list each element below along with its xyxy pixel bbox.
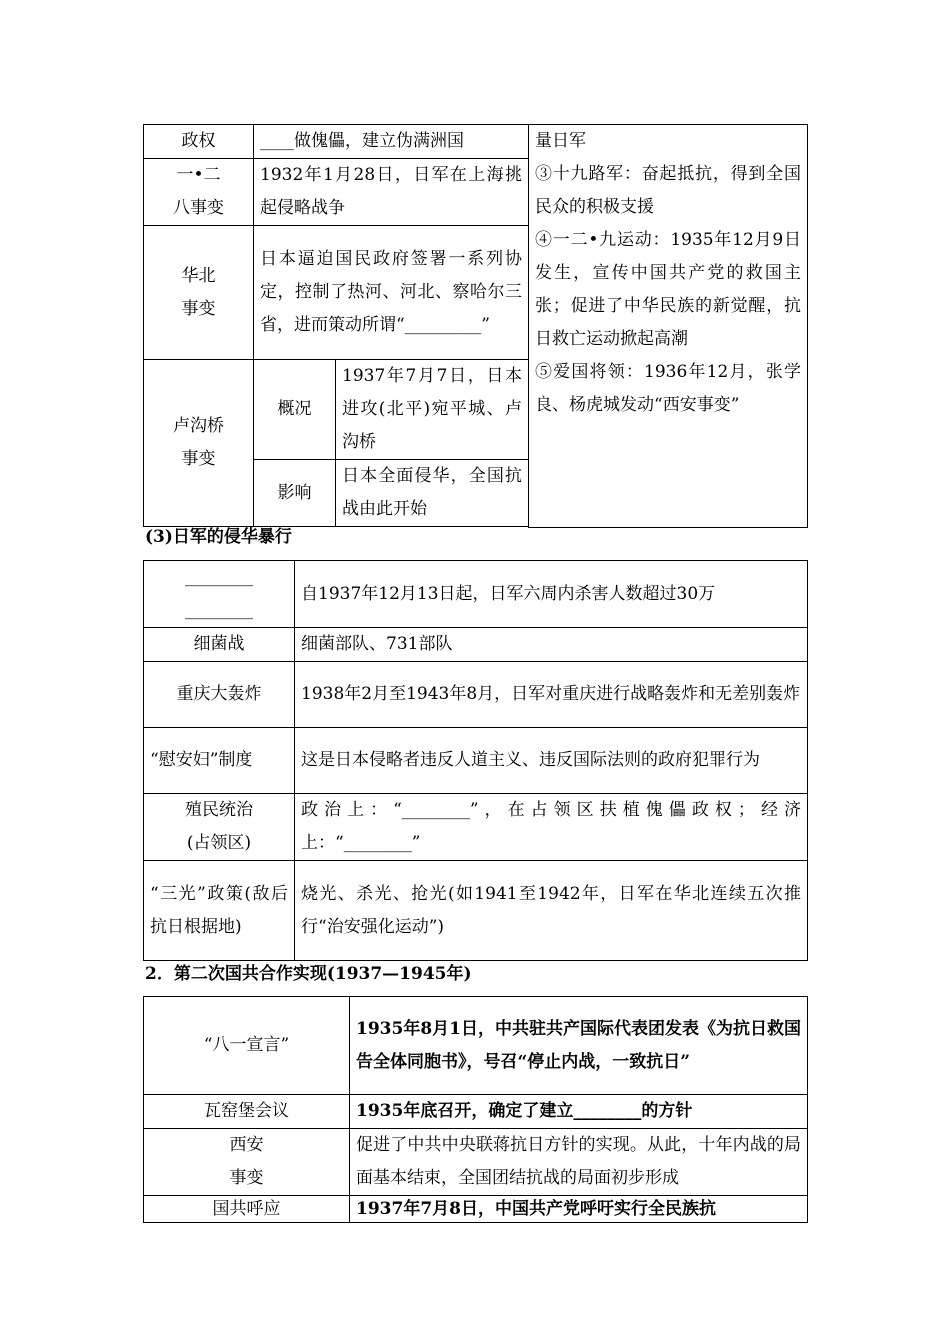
incidents-table [143,124,808,528]
label-line: 华北 [181,265,216,286]
row-label-wayaobu: 瓦窑堡会议 [144,1095,350,1129]
row-desc-xian-incident: 促进了中共中央联蒋抗日方针的实现。从此，十年内战的局面基本结束，全国团结抗战的局面初步形成 [350,1129,808,1196]
label-line: 殖民统治 [185,800,253,820]
section-caption-cooperation: 2．第二次国共合作实现(1937—1945年) [145,964,472,984]
label-line: 八事变 [173,198,224,218]
sub-label-overview: 概况 [254,360,336,460]
row-label-germ-warfare: 细菌战 [144,628,295,662]
row-desc-aug1-declaration: 1935年8月1日，中共驻共产国际代表团发表《为抗日救国告全体同胞书》，号召“停止内战，一致抗日” [350,997,808,1095]
row-desc-wayaobu: 1935年底召开，确定了建立________的方针 [350,1095,808,1129]
resistance-column: 量日军 ③十九路军：奋起抵抗，得到全国民众的积极支援 ④一二•九运动：1935年12月9日发生，宣传中国共产党的救国主张；促进了中华民族的新觉醒，抗日救亡运动掀起高潮 ⑤爱国将领：1936年12月，张学良、杨虎城发动“西安事变” [529,125,808,528]
row-desc-colonial-rule: 政治上：“________”，在占领区扶植傀儡政权；经济上：“________” [295,794,808,861]
section-caption-atrocities: (3)日军的侵华暴行 [145,527,292,547]
blank-line: ________ [185,567,253,587]
row-desc-chongqing: 1938年2月至1943年8月，日军对重庆进行战略轰炸和无差别轰炸 [295,662,808,728]
row-desc-germ-warfare: 细菌部队、731部队 [295,628,808,662]
label-line: (占领区) [186,833,252,853]
label-line: 一•二 [176,165,221,185]
label-line: 卢沟桥 [173,416,224,436]
row-label-xian-incident [144,1129,350,1196]
row-label-jan28 [144,159,254,226]
row-desc-comfort-women: 这是日本侵略者违反人道主义、违反国际法则的政府犯罪行为 [295,728,808,794]
row-label-lugou [144,360,254,527]
sub-desc-overview: 1937年7月7日，日本进攻(北平)宛平城、卢沟桥 [336,360,529,460]
row-desc-three-alls: 烧光、杀光、抢光(如1941至1942年，日军在华北连续五次推行“治安强化运动”) [295,861,808,961]
atrocities-table [143,560,808,961]
row-label-north-china [144,226,254,360]
label-line: 事变 [229,1168,264,1188]
row-label-regime: 政权 [144,125,254,159]
row-desc-north-china: 日本逼迫国民政府签署一系列协定，控制了热河、河北、察哈尔三省，进而策动所谓“_________” [254,226,529,360]
label-line: 事变 [181,298,216,319]
row-label-colonial-rule [144,794,295,861]
row-label-aug1-declaration: “八一宣言” [144,997,350,1095]
row-label-kmt-cpc-response: 国共呼应 [144,1196,350,1223]
sub-desc-impact: 日本全面侵华，全国抗战由此开始 [336,460,529,527]
row-label-comfort-women: “慰安妇”制度 [144,728,295,794]
label-line: 西安 [229,1135,264,1155]
row-desc-regime: ____做傀儡，建立伪满洲国 [254,125,529,159]
row-desc-kmt-cpc-response: 1937年7月8日，中国共产党呼吁实行全民族抗 [350,1196,808,1223]
row-desc-massacre: 自1937年12月13日起，日军六周内杀害人数超过30万 [295,561,808,628]
row-desc-jan28: 1932年1月28日，日军在上海挑起侵略战争 [254,159,529,226]
row-label-blank [144,561,295,628]
blank-line: ________ [185,600,253,620]
label-line: 事变 [181,449,216,469]
sub-label-impact: 影响 [254,460,336,527]
cooperation-table [143,996,808,1223]
row-label-three-alls: “三光”政策(敌后抗日根据地) [144,861,295,961]
row-label-chongqing: 重庆大轰炸 [144,662,295,728]
